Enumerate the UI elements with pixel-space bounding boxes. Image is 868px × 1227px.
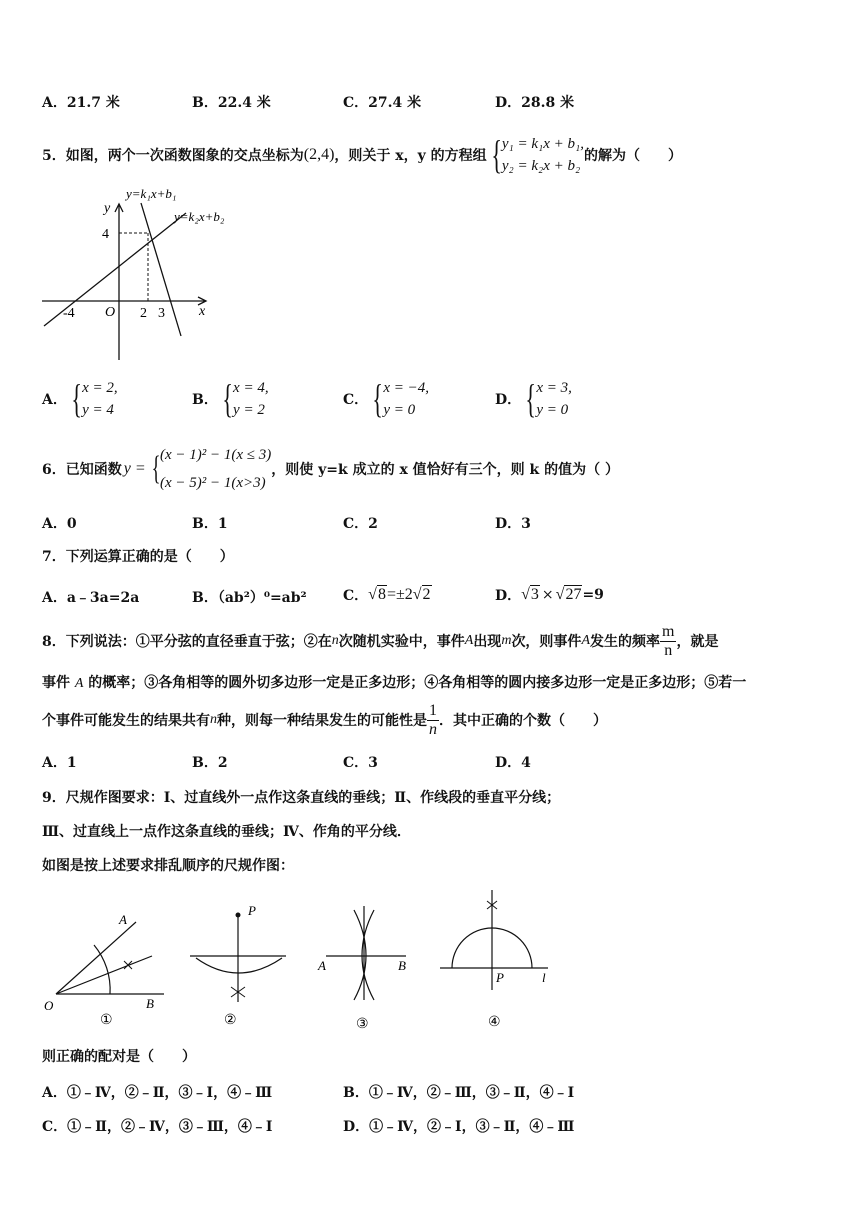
q5-option-d-r1: x = 3, (536, 380, 572, 396)
q9-question: 则正确的配对是（ ） (42, 1049, 196, 1065)
q5-stem-c: 的解为（ ） (583, 148, 682, 164)
q5-option-b-r1: x = 4, (233, 380, 269, 396)
q7-stem: 7．下列运算正确的是（ ） (42, 549, 234, 565)
fig3-label-B: B (398, 958, 406, 973)
q8-probability-fraction (427, 702, 439, 739)
q8-line3-a: 个事件可能发生的结果共有 (42, 713, 210, 729)
q8-option-b: B．2 (192, 755, 228, 771)
q7-option-b: B．（ab²）⁰=ab² (192, 590, 307, 606)
q6-case1: (x − 1)² − 1(x ≤ 3) (159, 447, 272, 463)
q7-option-d-times: × (541, 587, 554, 603)
fig1-label-B: B (146, 996, 154, 1011)
q7-option-c: C． √8 =±2 √2 (343, 586, 431, 604)
q8-line1-c: 出现 (473, 634, 502, 650)
figure-2-perpendicular-from-point (190, 903, 286, 1028)
q5-option-d-r2: y = 0 (536, 402, 569, 418)
q8-line2-a: 事件 (42, 675, 75, 691)
q6-stem-a: 6．已知函数 (42, 462, 122, 478)
q7-option-d: D． √3 × √27 =9 (495, 586, 604, 604)
label-line1: y=k₁x+b₁ (126, 186, 177, 201)
fig4-label-P: P (496, 970, 504, 985)
q4-option-c: C．27.4 米 (343, 95, 422, 111)
q8-option-a: A．1 (42, 755, 77, 771)
q8-line3-b: 种，则每一种结果发生的可能性是 (217, 713, 427, 729)
q9-line3: 如图是按上述要求排乱顺序的尺规作图： (42, 858, 294, 874)
figure-3-perpendicular-bisector (317, 906, 406, 1032)
q4-option-b: B．22.4 米 (192, 95, 271, 111)
q4-option-a: A．21.7 米 (42, 95, 120, 111)
q6-option-d: D．3 (495, 516, 531, 532)
q5-point: (2,4) (303, 146, 335, 163)
q9-option-c: C．①﹣Ⅱ，②﹣Ⅳ，③﹣Ⅲ，④﹣Ⅰ (42, 1119, 273, 1135)
q8-line1-A2: A (581, 633, 590, 648)
q5-stem (42, 133, 682, 177)
q6-piecewise: { (x − 1)² − 1(x ≤ 3) (x − 5)² − 1(x>3) (148, 441, 272, 497)
fig1-number: ① (100, 1013, 113, 1028)
q8-option-c: C．3 (343, 755, 378, 771)
q9-line1: 9．尺规作图要求：Ⅰ、过直线外一点作这条直线的垂线；Ⅱ、作线段的垂直平分线； (42, 790, 561, 806)
figure-4-perpendicular-at-point (440, 890, 548, 1030)
q5-sys-row2: y₂ = k₂x + b₂ (501, 158, 581, 174)
label-axis-y: y (104, 201, 111, 216)
q8-line1 (42, 624, 718, 658)
q7-option-d-letter: D． (495, 588, 522, 604)
fig1-label-A: A (119, 912, 127, 927)
label-line2: y=k₂x+b₂ (174, 209, 225, 224)
q7-option-d-radicand2: 27 (565, 586, 582, 603)
q8-line1-d: 次，则事件 (511, 634, 582, 650)
q5-option-a-r2: y = 4 (82, 402, 114, 418)
fig3-number: ③ (356, 1017, 369, 1032)
q4-option-d: D．28.8 米 (495, 95, 575, 111)
q6-option-c: C．2 (343, 516, 378, 532)
q8-line2-A: A (74, 676, 84, 691)
label-tick-xm4: -4 (63, 306, 75, 321)
q5-option-d: D． { x = 3, y = 0 (495, 376, 572, 421)
q5-stem-a: 5．如图，两个一次函数图象的交点坐标为 (42, 148, 304, 164)
q5-option-a-letter: A． (42, 392, 67, 408)
q8-prob-num: 1 (429, 701, 437, 719)
q8-line2 (42, 672, 746, 692)
q5-sys-row1: y₁ = k₁x + b₁, (501, 136, 584, 152)
q8-line1-e: 发生的频率 (590, 634, 660, 650)
q8-line2-b: 的概率；③各角相等的圆外切多边形一定是正多边形；④各角相等的圆内接多边形一定是正多边形；⑤若一 (83, 675, 747, 691)
figure-1-angle-bisector (44, 912, 164, 1028)
q8-freq-den: n (664, 641, 673, 659)
fig1-label-O: O (44, 998, 54, 1013)
q9-line2: Ⅲ、过直线上一点作这条直线的垂线；Ⅳ、作角的平分线． (42, 824, 411, 840)
q6-stem-b: ，则使 y=k 成立的 x 值恰好有三个，则 k 的值为（ ） (271, 462, 619, 478)
q8-line3 (42, 702, 607, 738)
q8-line1-f: ，就是 (676, 634, 719, 650)
brace-icon: { (490, 132, 502, 177)
q5-stem-b: ，则关于 x，y 的方程组 (334, 148, 487, 164)
q8-frequency-fraction (660, 623, 676, 660)
q7-option-a: A．a﹣3a=2a (42, 590, 140, 606)
label-tick-x2: 2 (140, 306, 147, 321)
q8-line1-n: n (331, 633, 339, 648)
q5-equation-system (487, 133, 584, 177)
q7-option-d-end: =9 (582, 587, 604, 603)
q7-option-c-radicand1: 8 (377, 586, 386, 603)
q7-option-c-radicand2: 2 (422, 586, 431, 603)
q8-line3-n: n (210, 712, 217, 727)
label-tick-y4: 4 (102, 227, 109, 242)
q7-option-c-letter: C． (343, 588, 369, 604)
q7-option-d-radicand1: 3 (530, 586, 539, 603)
q8-line1-a: 8．下列说法：①平分弦的直径垂直于弦；②在 (42, 634, 332, 650)
q6-option-a: A．0 (42, 516, 77, 532)
q6-func-y: y = (123, 460, 146, 477)
q5-option-c-r1: x = −4, (383, 380, 430, 396)
q8-freq-num: m (662, 622, 675, 640)
label-axis-x: x (199, 304, 206, 319)
q6-stem (42, 441, 619, 497)
q8-line3-c: ．其中正确的个数（ ） (439, 713, 607, 729)
q5-graph (36, 180, 246, 366)
label-origin: O (105, 305, 116, 320)
q5-option-a: A． { x = 2, y = 4 (42, 376, 118, 421)
q6-option-b: B．1 (192, 516, 228, 532)
q5-option-c-r2: y = 0 (383, 402, 416, 418)
q9-option-b: B．①﹣Ⅳ，②﹣Ⅲ，③﹣Ⅱ，④﹣Ⅰ (343, 1085, 575, 1101)
q5-option-c: C． { x = −4, y = 0 (343, 376, 430, 421)
q5-option-b-r2: y = 2 (233, 402, 265, 418)
q9-figures (36, 884, 566, 1036)
q6-case2: (x − 5)² − 1(x>3) (159, 475, 266, 491)
q7-option-c-eq: =±2 (386, 586, 413, 603)
q5-option-b-letter: B． (192, 392, 218, 408)
q9-option-d: D．①﹣Ⅳ，②﹣Ⅰ，③﹣Ⅱ，④﹣Ⅲ (343, 1119, 575, 1135)
fig2-label-P: P (248, 903, 256, 918)
q5-option-d-letter: D． (495, 392, 522, 408)
q8-line1-m: m (501, 633, 512, 648)
fig2-number: ② (224, 1013, 237, 1028)
fig3-label-A: A (318, 958, 326, 973)
q5-option-b: B． { x = 4, y = 2 (192, 376, 269, 421)
q8-line1-b: 次随机实验中，事件 (338, 634, 465, 650)
q9-option-a: A．①﹣Ⅳ，②﹣Ⅱ，③﹣Ⅰ，④﹣Ⅲ (42, 1085, 273, 1101)
fig4-label-l: l (542, 970, 546, 985)
q5-option-a-r1: x = 2, (82, 380, 118, 396)
fig4-number: ④ (488, 1015, 501, 1030)
q8-prob-den: n (429, 720, 437, 738)
q5-option-c-letter: C． (343, 392, 369, 408)
label-tick-x3: 3 (158, 306, 165, 321)
q8-line1-A: A (464, 633, 474, 648)
q8-option-d: D．4 (495, 755, 531, 771)
